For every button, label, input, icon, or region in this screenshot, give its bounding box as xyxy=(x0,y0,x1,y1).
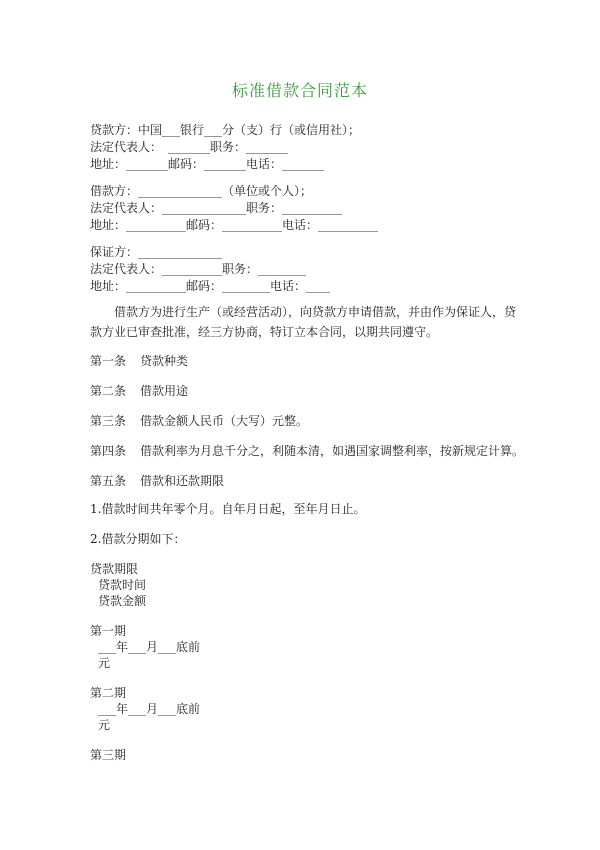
period-1-time: ___年___月___底前 xyxy=(98,640,201,654)
article-number: 第二条 xyxy=(90,384,127,398)
lender-line-2: 法定代表人： _______职务：_______ xyxy=(90,140,289,154)
borrower-line-1: 借款方：______________（单位或个人）； xyxy=(90,184,313,198)
borrower-line-3: 地址：__________邮码：__________电话：__________ xyxy=(90,218,379,232)
borrower-line-2: 法定代表人：______________职务：__________ xyxy=(90,201,343,215)
clause-2: 2.借款分期如下： xyxy=(90,532,186,546)
lender-line-3: 地址：_______邮码：_______电话：_______ xyxy=(90,157,325,171)
preamble-paragraph: 借款方为进行生产（或经营活动），向贷款方申请借款，并由作为保证人，贷款方业已审查批准，经三方协商，特订立本合同，以期共同遵守。 xyxy=(90,305,517,339)
period-3-label: 第三期 xyxy=(90,748,127,762)
guarantor-line-3: 地址：__________邮码：________电话：____ xyxy=(90,279,331,293)
article-5 xyxy=(90,472,224,489)
clause-1: 1.借款时间共年零个月。自年月日起，至年月日止。 xyxy=(90,502,366,516)
schedule-header-period: 贷款期限 xyxy=(90,562,139,576)
article-number: 第一条 xyxy=(90,354,127,368)
period-2-time: ___年___月___底前 xyxy=(98,702,201,716)
guarantor-line-1: 保证方：______________ xyxy=(90,245,223,259)
article-text: 借款用途 xyxy=(140,384,189,398)
schedule-header-time: 贷款时间 xyxy=(98,578,147,592)
article-text: 借款利率为月息千分之，利随本清，如遇国家调整利率，按新规定计算。 xyxy=(140,444,525,458)
article-2 xyxy=(90,382,188,399)
article-4 xyxy=(90,442,524,459)
guarantor-line-2: 法定代表人：__________职务：________ xyxy=(90,262,307,276)
period-1-amount: 元 xyxy=(98,656,111,670)
article-3 xyxy=(90,412,308,429)
article-text: 借款金额人民币（大写）元整。 xyxy=(140,414,309,428)
period-2-label: 第二期 xyxy=(90,686,127,700)
article-text: 贷款种类 xyxy=(140,354,189,368)
article-number: 第五条 xyxy=(90,474,127,488)
article-number: 第三条 xyxy=(90,414,127,428)
period-1-label: 第一期 xyxy=(90,624,127,638)
period-2-amount: 元 xyxy=(98,718,111,732)
article-text: 借款和还款期限 xyxy=(140,474,225,488)
schedule-header-amount: 贷款金额 xyxy=(98,594,147,608)
lender-line-1: 贷款方：中国___银行___分（支）行（或信用社）； xyxy=(90,123,361,137)
document-title: 标准借款合同范本 xyxy=(231,81,368,100)
article-1 xyxy=(90,352,188,369)
article-number: 第四条 xyxy=(90,444,127,458)
